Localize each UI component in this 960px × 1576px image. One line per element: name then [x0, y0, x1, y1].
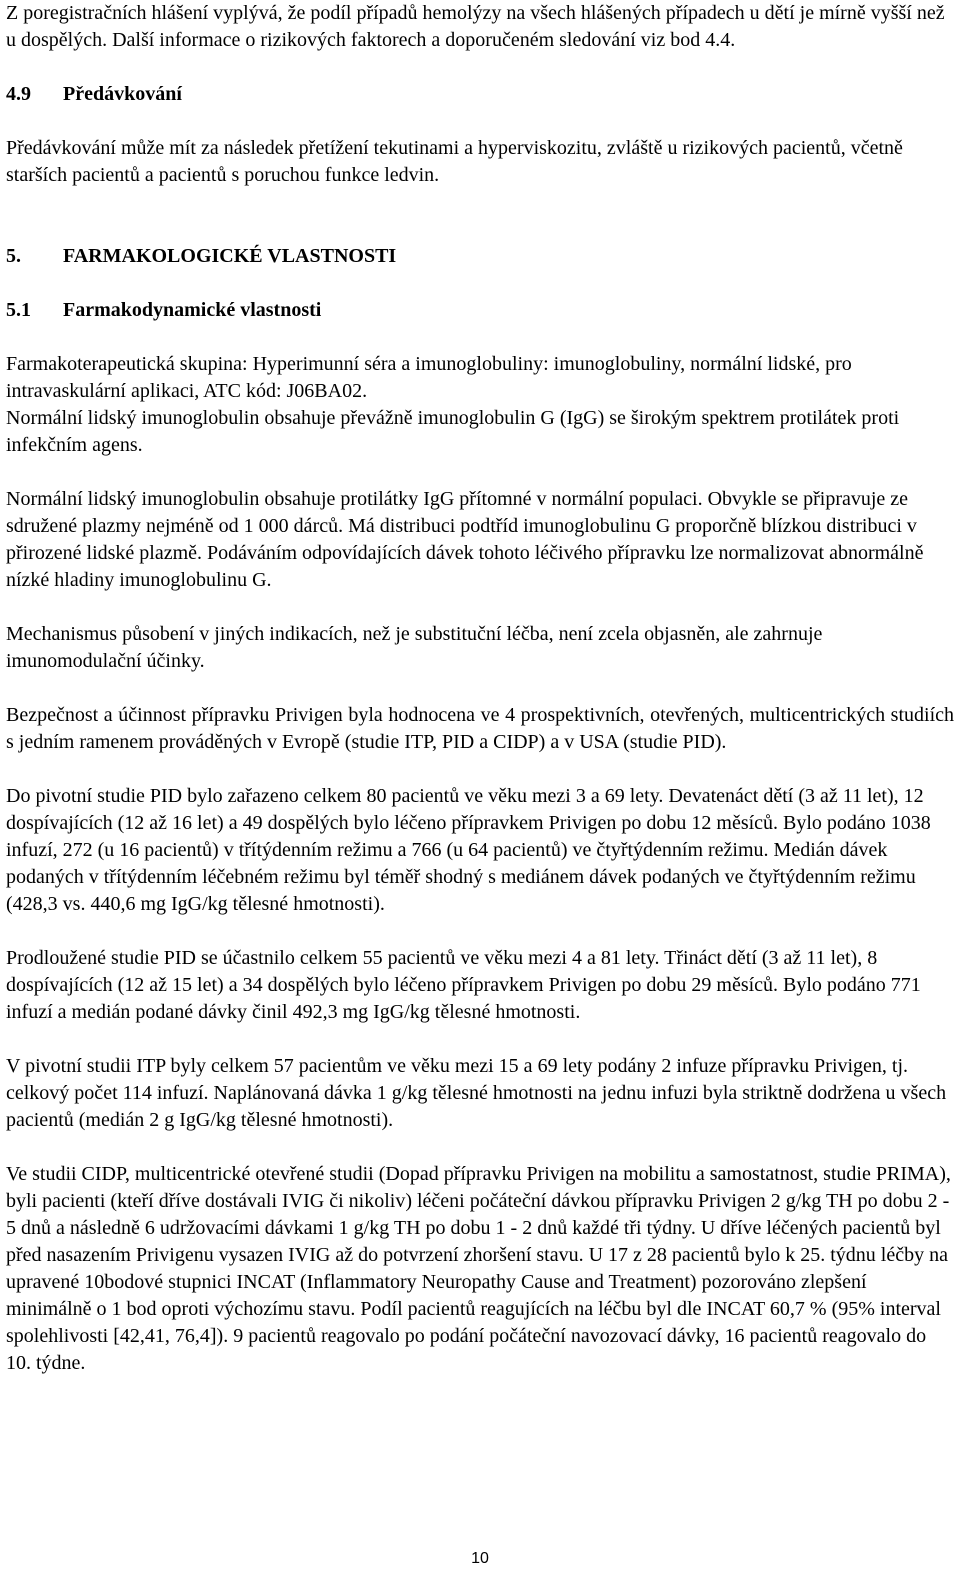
paragraph-safety-efficacy: Bezpečnost a účinnost přípravku Privigen byla hodnocena ve 4 prospektivních, otevřených, multicentrických studiích s jedním ramenem prováděných v Evropě (studie ITP, PID a CIDP) a v USA (studie PID). [6, 704, 954, 753]
paragraph-mechanism: Mechanismus působení v jiných indikacích, než je substituční léčba, není zcela objasněn, ale zahrnuje imunomodulační účinky. [6, 623, 823, 672]
section-5-1-heading [6, 297, 954, 324]
paragraph-cidp: Ve studii CIDP, multicentrické otevřené studii (Dopad přípravku Privigen na mobilitu a samostatnost, studie PRIMA), byli pacienti (kteří dříve dostávali IVIG či nikoliv) léčeni počáteční dávkou přípravku Privigen 2 g/kg TH po dobu 2 - 5 dnů a následně 6 udržovacími dávkami 1 g/kg TH po dobu 1 - 2 dnů každé tři týdny. U dříve léčených pacientů byl před nasazením Privigenu vysazen IVIG až do potvrzení zhoršení stavu. U 17 z 28 pacientů bylo k 25. týdnu léčby na upravené 10bodové stupnici INCAT (Inflammatory Neuropathy Cause and Treatment) pozorováno zlepšení minimálně o 1 bod oproti výchozímu stavu. Podíl pacientů reagujících na léčbu byl dle INCAT 60,7 % (95% interval spolehlivosti [42,41, 76,4]). 9 pacientů reagovalo po podání počáteční navozovací dávky, 16 pacientů reagovalo do 10. týdne. [6, 1163, 951, 1374]
section-number: 5. [6, 245, 21, 267]
section-title: Farmakodynamické vlastnosti [63, 299, 322, 321]
paragraph-antibodies: Normální lidský imunoglobulin obsahuje protilátky IgG přítomné v normální populaci. Obvykle se připravuje ze sdružené plazmy nejméně od 1 000 dárců. Má distribuci podtříd imunoglobulinu G proporčně blízkou distribuci v přirozené lidské plazmě. Podáváním odpovídajících dávek tohoto léčivého přípravku lze normalizovat abnormálně nízké hladiny imunoglobulinu G. [6, 488, 924, 591]
section-title: Předávkování [63, 83, 182, 105]
paragraph-pivotal-itp: V pivotní studii ITP byly celkem 57 pacientům ve věku mezi 15 a 69 lety podány 2 infuze přípravku Privigen, tj. celkový počet 114 infuzí. Naplánovaná dávka 1 g/kg tělesné hmotnosti na jednu infuzi byla striktně dodržena u všech pacientů (medián 2 g IgG/kg tělesné hmotnosti). [6, 1055, 947, 1131]
section-title: FARMAKOLOGICKÉ VLASTNOSTI [63, 245, 397, 267]
section-5-heading [6, 243, 954, 270]
paragraph-pharmacotherapeutic-group: Farmakoterapeutická skupina: Hyperimunní séra a imunoglobuliny: imunoglobuliny, normální lidské, pro intravaskulární aplikaci, ATC kód: J06BA02. [6, 353, 852, 402]
paragraph-extension-pid: Prodloužené studie PID se účastnilo celkem 55 pacientů ve věku mezi 4 a 81 lety. Třináct dětí (3 až 11 let), 8 dospívajících (12 až 15 let) a 34 dospělých bylo léčeno přípravkem Privigen po dobu 29 měsíců. Bylo podáno 771 infuzí a medián podané dávky činil 492,3 mg IgG/kg tělesné hmotnosti. [6, 947, 921, 1023]
section-4-9-heading [6, 81, 954, 108]
section-number: 5.1 [6, 299, 31, 321]
section-number: 4.9 [6, 83, 31, 105]
document-page [6, 0, 954, 1377]
overdose-paragraph: Předávkování může mít za následek přetížení tekutinami a hyperviskozitu, zvláště u rizikových pacientů, včetně starších pacientů a pacientů s poruchou funkce ledvin. [6, 137, 903, 186]
intro-paragraph: Z poregistračních hlášení vyplývá, že podíl případů hemolýzy na všech hlášených případech u dětí je mírně vyšší než u dospělých. Další informace o rizikových faktorech a doporučeném sledování viz bod 4.4. [6, 2, 945, 51]
paragraph-igg-content: Normální lidský imunoglobulin obsahuje převážně imunoglobulin G (IgG) se širokým spektrem protilátek proti infekčním agens. [6, 407, 900, 456]
paragraph-pivotal-pid: Do pivotní studie PID bylo zařazeno celkem 80 pacientů ve věku mezi 3 a 69 lety. Devatenáct dětí (3 až 11 let), 12 dospívajících (12 až 16 let) a 49 dospělých bylo léčeno přípravkem Privigen po dobu 12 měsíců. Bylo podáno 1038 infuzí, 272 (u 16 pacientů) v třítýdenním režimu a 766 (u 64 pacientů) ve čtyřtýdenním režimu. Medián dávek podaných v třítýdenním léčebném režimu byl téměř shodný s mediánem dávek podaných ve čtyřtýdenním režimu (428,3 vs. 440,6 mg IgG/kg tělesné hmotnosti). [6, 785, 931, 915]
page-number: 10 [471, 1550, 489, 1567]
